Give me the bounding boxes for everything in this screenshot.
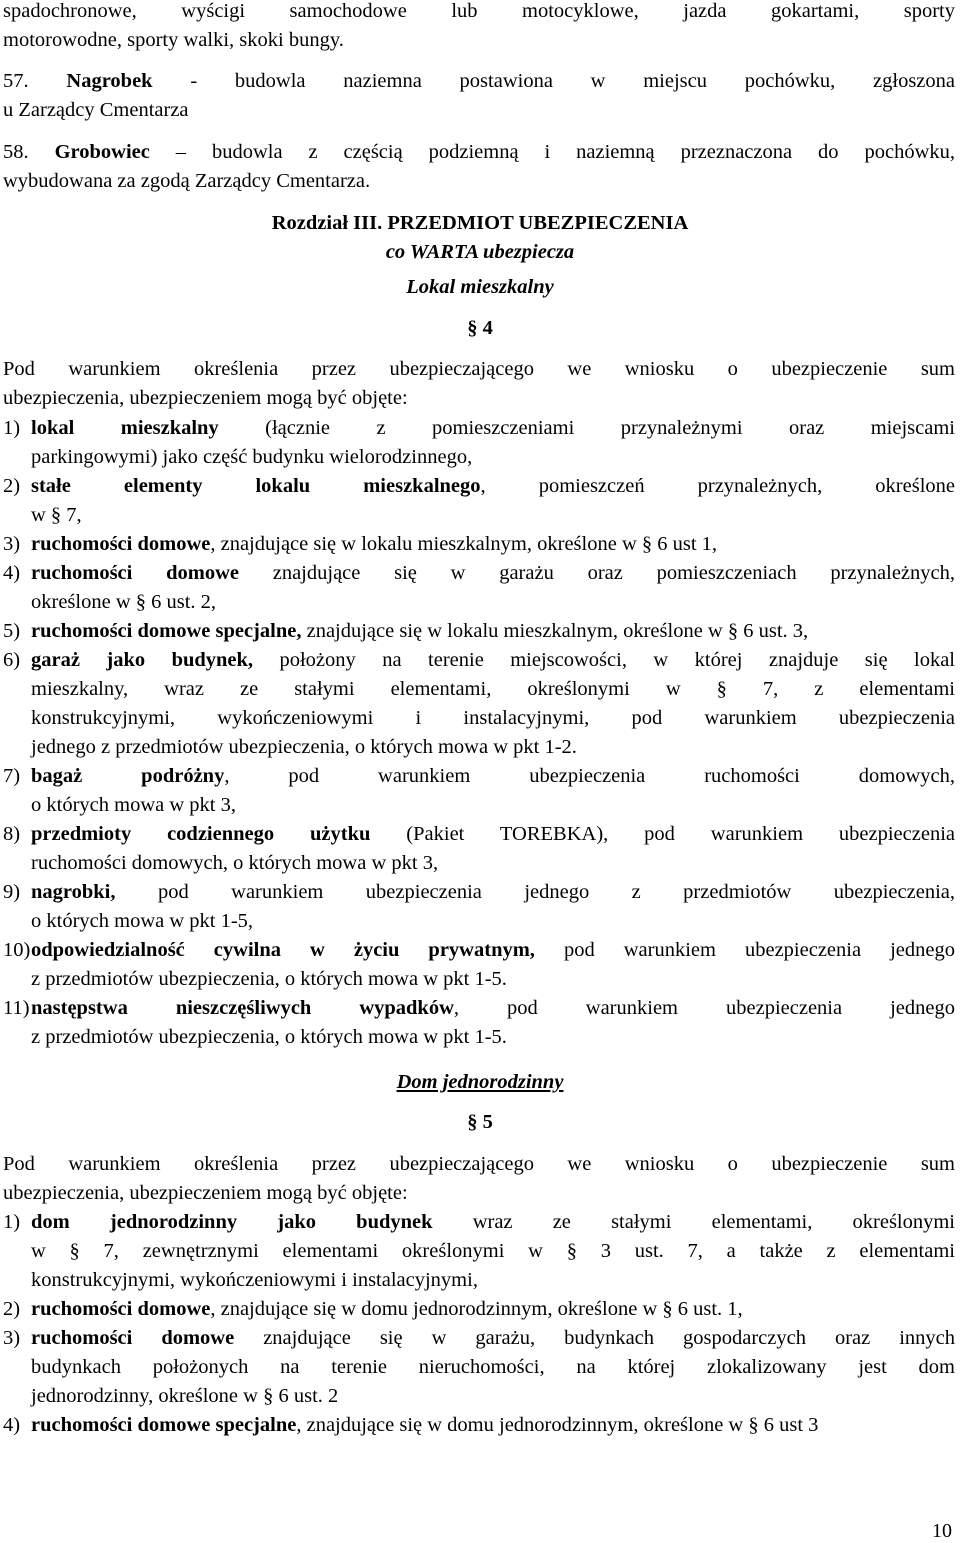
intro-2-line-1: Pod warunkiem określenia przez ubezpieczającego we wniosku o ubezpieczenie sum: [3, 1153, 955, 1175]
list-item-number: 8): [3, 823, 21, 845]
list-item-continuation: mieszkalny, wraz ze stałymi elementami, określonymi w § 7, z elementami: [31, 678, 955, 700]
intro-2-line-2: ubezpieczenia, ubezpieczeniem mogą być objęte:: [3, 1182, 408, 1204]
list-item-continuation: parkingowymi) jako część budynku wielorodzinnego,: [31, 446, 473, 468]
list-item-text: wraz ze stałymi elementami, określonymi: [432, 1211, 956, 1233]
list-item: [3, 472, 955, 530]
definition-text: - budowla naziemna postawiona w miejscu pochówku, zgłoszona: [152, 70, 956, 92]
list-item: [3, 994, 955, 1052]
section-heading-dom: Dom jednorodzinny: [396, 1071, 564, 1093]
list-item-number: 11): [3, 997, 30, 1019]
definition-number: 57.: [3, 70, 29, 92]
list-item: [3, 762, 955, 820]
list-item-text: znajdujące się w lokalu mieszkalnym, określone w § 6 ust. 3,: [301, 620, 809, 642]
list-item-number: 4): [3, 1414, 21, 1436]
list-item-term: przedmioty codziennego użytku: [31, 823, 371, 845]
definition-57: [3, 67, 955, 96]
list-item-continuation: o których mowa w pkt 3,: [31, 794, 236, 816]
list-item-term: ruchomości domowe: [31, 562, 239, 584]
list-item-text: , znajdujące się w domu jednorodzinnym, określone w § 6 ust. 1,: [210, 1298, 743, 1320]
list-item-continuation: jednego z przedmiotów ubezpieczenia, o których mowa w pkt 1-2.: [31, 736, 577, 758]
list-item: [3, 530, 955, 559]
list-item-number: 7): [3, 765, 21, 787]
list-item-continuation: w § 7,: [31, 504, 82, 526]
list-item-term: bagaż podróżny: [31, 765, 225, 787]
list-item-text: , znajdujące się w lokalu mieszkalnym, określone w § 6 ust 1,: [210, 533, 718, 555]
section-heading-lokal: Lokal mieszkalny: [406, 276, 554, 298]
list-item-continuation: jednorodzinny, określone w § 6 ust. 2: [31, 1385, 339, 1407]
list-item: [3, 559, 955, 617]
list-item-continuation: z przedmiotów ubezpieczenia, o których mowa w pkt 1-5.: [31, 968, 507, 990]
list-item: [3, 936, 955, 994]
list-item: [3, 878, 955, 936]
list-item-text: , pomieszczeń przynależnych, określone: [480, 475, 955, 497]
list-item: [3, 1324, 955, 1411]
list-item: [3, 820, 955, 878]
list-item-continuation: z przedmiotów ubezpieczenia, o których mowa w pkt 1-5.: [31, 1026, 507, 1048]
list-item-text: (Pakiet TOREBKA), pod warunkiem ubezpieczenia: [370, 823, 955, 845]
list-item-continuation: ruchomości domowych, o których mowa w pkt 3,: [31, 852, 439, 874]
list-item-term: ruchomości domowe: [31, 533, 211, 555]
list-item-number: 4): [3, 562, 21, 584]
definition-term: Nagrobek: [66, 70, 153, 92]
list-item-text: znajdujące się w garażu oraz pomieszczeniach przynależnych,: [238, 562, 955, 584]
list-item: [3, 1411, 955, 1440]
list-item-number: 3): [3, 533, 21, 555]
chapter-subtitle: co WARTA ubezpiecza: [385, 241, 575, 263]
list-item-number: 1): [3, 417, 21, 439]
list-item-term: garaż jako budynek,: [31, 649, 254, 671]
chapter-title: Rozdział III. PRZEDMIOT UBEZPIECZENIA: [271, 212, 689, 234]
list-item: [3, 1295, 955, 1324]
list-item-continuation: określone w § 6 ust. 2,: [31, 591, 217, 613]
list-item-text: znajdujące się w garażu, budynkach gospodarczych oraz innych: [234, 1327, 955, 1349]
intro-1-line-2: ubezpieczenia, ubezpieczeniem mogą być objęte:: [3, 387, 408, 409]
list-item-number: 6): [3, 649, 21, 671]
list-item-term: nagrobki,: [31, 881, 116, 903]
page-number: 10: [932, 1520, 952, 1542]
list-item-text: , pod warunkiem ubezpieczenia ruchomości domowych,: [224, 765, 955, 787]
paragraph-number-5: § 5: [467, 1111, 493, 1133]
list-item-term: odpowiedzialność cywilna w życiu prywatnym,: [31, 939, 535, 961]
list-item: [3, 646, 955, 762]
list-item-continuation: konstrukcyjnymi, wykończeniowymi i instalacyjnymi, pod warunkiem ubezpieczenia: [31, 707, 955, 729]
list-item-number: 5): [3, 620, 21, 642]
list-item-text: położony na terenie miejscowości, w której znajduje się lokal: [253, 649, 955, 671]
list-item-term: ruchomości domowe specjalne: [31, 1414, 297, 1436]
list-item-continuation: konstrukcyjnymi, wykończeniowymi i instalacyjnymi,: [31, 1269, 478, 1291]
list-item-number: 9): [3, 881, 21, 903]
definition-text: – budowla z częścią podziemną i naziemną przeznaczona do pochówku,: [149, 141, 955, 163]
list-item-term: dom jednorodzinny jako budynek: [31, 1211, 433, 1233]
definition-number: 58.: [3, 141, 29, 163]
list-item-continuation: o których mowa w pkt 1-5,: [31, 910, 254, 932]
list-item-continuation: w § 7, zewnętrznymi elementami określonymi w § 3 ust. 7, a także z elementami: [31, 1240, 955, 1262]
list-item-term: ruchomości domowe specjalne,: [31, 620, 302, 642]
definition-term: Grobowiec: [54, 141, 150, 163]
list-item: [3, 414, 955, 472]
list-item-text: pod warunkiem ubezpieczenia jednego z przedmiotów ubezpieczenia,: [115, 881, 955, 903]
list-item-number: 3): [3, 1327, 21, 1349]
definition-58: [3, 138, 955, 167]
list-item: [3, 617, 955, 646]
list-item-number: 1): [3, 1211, 21, 1233]
list-item-term: ruchomości domowe: [31, 1327, 235, 1349]
list-item-number: 2): [3, 1298, 21, 1320]
list-item-text: , pod warunkiem ubezpieczenia jednego: [453, 997, 955, 1019]
paragraph-number-4: § 4: [467, 317, 493, 339]
top-line-1: spadochronowe, wyścigi samochodowe lub motocyklowe, jazda gokartami, sporty: [3, 0, 955, 22]
list-item-term: lokal mieszkalny: [31, 417, 219, 439]
list-item-text: (łącznie z pomieszczeniami przynależnymi oraz miejscami: [218, 417, 955, 439]
list-item: [3, 1208, 955, 1295]
definition-57-cont: u Zarządcy Cmentarza: [3, 99, 189, 121]
definition-58-cont: wybudowana za zgodą Zarządcy Cmentarza.: [3, 170, 371, 192]
list-item-number: 2): [3, 475, 21, 497]
list-item-text: , znajdujące się w domu jednorodzinnym, określone w § 6 ust 3: [296, 1414, 819, 1436]
intro-1-line-1: Pod warunkiem określenia przez ubezpieczającego we wniosku o ubezpieczenie sum: [3, 358, 955, 380]
list-item-text: pod warunkiem ubezpieczenia jednego: [534, 939, 955, 961]
list-item-term: ruchomości domowe: [31, 1298, 211, 1320]
list-item-continuation: budynkach położonych na terenie nieruchomości, na której zlokalizowany jest dom: [31, 1356, 955, 1378]
list-item-number: 10): [3, 939, 31, 961]
top-line-2: motorowodne, sporty walki, skoki bungy.: [3, 29, 344, 51]
list-item-term: stałe elementy lokalu mieszkalnego: [31, 475, 481, 497]
list-item-term: następstwa nieszczęśliwych wypadków: [31, 997, 454, 1019]
